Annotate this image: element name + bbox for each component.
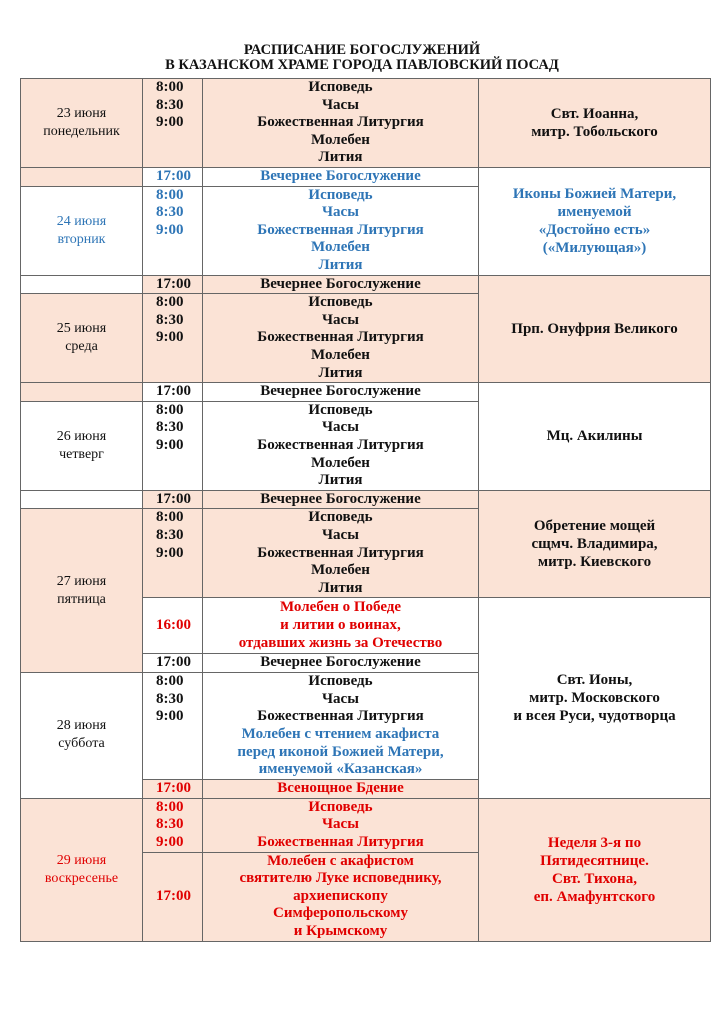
morning-times bbox=[143, 401, 203, 490]
day-weekday: среда bbox=[65, 339, 98, 355]
service: Часы bbox=[322, 526, 359, 543]
vigil-time: 17:00 bbox=[143, 779, 203, 798]
akathist-service bbox=[203, 852, 479, 941]
service: Молебен с чтением акафиста bbox=[241, 725, 440, 742]
feast-line: Неделя 3-я по bbox=[547, 834, 642, 851]
table-row bbox=[21, 490, 711, 509]
service: Часы bbox=[322, 96, 359, 113]
evening-service: Вечернее Богослужение bbox=[203, 275, 479, 294]
table-row bbox=[21, 798, 711, 852]
time: 8:30 bbox=[156, 204, 184, 221]
day-weekday: понедельник bbox=[43, 123, 120, 139]
service: Лития bbox=[318, 579, 363, 596]
service: и литии о воинах, bbox=[280, 617, 401, 634]
time: 8:30 bbox=[156, 690, 184, 707]
feast-cell-28 bbox=[479, 598, 711, 798]
feast-line: митр. Московского bbox=[529, 689, 660, 706]
time: 8:00 bbox=[156, 401, 184, 418]
time: 9:00 bbox=[156, 544, 184, 561]
service: Симферопольскому bbox=[273, 905, 408, 922]
service: Лития bbox=[318, 149, 363, 166]
time: 8:00 bbox=[156, 672, 184, 689]
morning-services bbox=[203, 79, 479, 168]
feast-line: сщмч. Владимира, bbox=[531, 536, 658, 553]
service: Божественная Литургия bbox=[257, 114, 424, 131]
time: 9:00 bbox=[156, 221, 184, 238]
day-date: 25 июня bbox=[56, 321, 107, 337]
feast-line: митр. Киевского bbox=[537, 554, 652, 571]
day-cell-23 bbox=[21, 79, 143, 168]
day-cell-24-cont bbox=[21, 275, 143, 294]
feast-cell-23 bbox=[479, 79, 711, 168]
morning-times bbox=[143, 798, 203, 852]
evening-time: 17:00 bbox=[143, 167, 203, 186]
feast-line: «Достойно есть» bbox=[538, 222, 651, 239]
day-weekday: пятница bbox=[57, 591, 106, 607]
service: Часы bbox=[322, 204, 359, 221]
evening-service: Вечернее Богослужение bbox=[203, 490, 479, 509]
feast-line: и всея Руси, чудотворца bbox=[513, 707, 676, 724]
service: Лития bbox=[318, 472, 363, 489]
morning-times bbox=[143, 672, 203, 779]
schedule-table bbox=[20, 78, 711, 942]
feast-cell-27 bbox=[479, 490, 711, 598]
evening-service: Вечернее Богослужение bbox=[203, 383, 479, 402]
service: Молебен bbox=[311, 239, 370, 256]
time: 8:00 bbox=[156, 186, 184, 203]
time: 9:00 bbox=[156, 329, 184, 346]
title-line-1: РАСПИСАНИЕ БОГОСЛУЖЕНИЙ bbox=[243, 42, 481, 58]
day-date: 26 июня bbox=[56, 428, 107, 444]
time: 9:00 bbox=[156, 708, 184, 725]
morning-services bbox=[203, 186, 479, 275]
service: святителю Луке исповеднику, bbox=[239, 870, 442, 887]
feast-cell-29 bbox=[479, 798, 711, 941]
day-cell-26 bbox=[21, 401, 143, 490]
day-cell-24 bbox=[21, 186, 143, 275]
evening-time: 17:00 bbox=[143, 383, 203, 402]
day-cell-25 bbox=[21, 294, 143, 383]
feast-line: именуемой bbox=[557, 204, 632, 221]
feast-line: Свт. Ионы, bbox=[556, 671, 633, 688]
feast-line: Свт. Тихона, bbox=[552, 870, 637, 887]
service: Исповедь bbox=[308, 186, 373, 203]
morning-services bbox=[203, 672, 479, 779]
service: Молебен с акафистом bbox=[267, 852, 414, 869]
service: Часы bbox=[322, 311, 359, 328]
time: 9:00 bbox=[156, 436, 184, 453]
day-date: 28 июня bbox=[56, 718, 107, 734]
day-weekday: четверг bbox=[59, 446, 104, 462]
feast-line: митр. Тобольского bbox=[531, 123, 658, 140]
morning-times bbox=[143, 509, 203, 598]
vigil-service: Всенощное Бдение bbox=[203, 779, 479, 798]
service: Исповедь bbox=[308, 509, 373, 526]
service: Молебен bbox=[311, 454, 370, 471]
feast-line: еп. Амафунтского bbox=[533, 888, 656, 905]
time: 8:30 bbox=[156, 311, 184, 328]
feast-cell-24 bbox=[479, 167, 711, 275]
feast-line: Иконы Божией Матери, bbox=[512, 186, 677, 203]
evening-time: 17:00 bbox=[143, 275, 203, 294]
evening-time: 17:00 bbox=[143, 654, 203, 673]
feast-line: Пятидесятнице. bbox=[540, 852, 649, 869]
morning-services bbox=[203, 798, 479, 852]
day-date: 29 июня bbox=[56, 852, 107, 868]
feast-cell-25 bbox=[479, 275, 711, 383]
prayer-service bbox=[203, 598, 479, 654]
day-date: 27 июня bbox=[56, 573, 107, 589]
service: Исповедь bbox=[308, 294, 373, 311]
time: 9:00 bbox=[156, 114, 184, 131]
service: Исповедь bbox=[308, 79, 373, 95]
table-row bbox=[21, 167, 711, 186]
prayer-time: 16:00 bbox=[143, 598, 203, 654]
day-weekday: вторник bbox=[57, 231, 106, 247]
service: архиепископу bbox=[293, 887, 388, 904]
feast-line: («Милующая») bbox=[542, 240, 647, 257]
page-title bbox=[0, 43, 724, 73]
evening-time: 17:00 bbox=[143, 490, 203, 509]
evening-service: Вечернее Богослужение bbox=[203, 654, 479, 673]
feast-line: Мц. Акилины bbox=[546, 428, 643, 445]
service: Божественная Литургия bbox=[257, 833, 424, 850]
day-cell-27 bbox=[21, 509, 143, 673]
morning-times bbox=[143, 79, 203, 168]
service: Лития bbox=[318, 256, 363, 273]
day-weekday: воскресенье bbox=[44, 870, 119, 886]
time: 8:30 bbox=[156, 419, 184, 436]
day-cell-28 bbox=[21, 672, 143, 798]
time: 8:00 bbox=[156, 798, 184, 815]
service: Молебен о Победе bbox=[279, 599, 402, 616]
morning-services bbox=[203, 401, 479, 490]
service: Божественная Литургия bbox=[257, 544, 424, 561]
morning-times bbox=[143, 294, 203, 383]
time: 8:00 bbox=[156, 509, 184, 526]
evening-time: 17:00 bbox=[143, 852, 203, 941]
table-row bbox=[21, 383, 711, 402]
time: 8:30 bbox=[156, 96, 184, 113]
service: Часы bbox=[322, 690, 359, 707]
service: Божественная Литургия bbox=[257, 221, 424, 238]
time: 8:00 bbox=[156, 79, 184, 95]
evening-service: Вечернее Богослужение bbox=[203, 167, 479, 186]
day-weekday: суббота bbox=[58, 736, 105, 752]
feast-line: Прп. Онуфрия Великого bbox=[511, 320, 678, 337]
morning-services bbox=[203, 509, 479, 598]
service: Божественная Литургия bbox=[257, 436, 424, 453]
service: Молебен bbox=[311, 346, 370, 363]
service: Лития bbox=[318, 364, 363, 381]
day-date: 24 июня bbox=[56, 213, 107, 229]
day-cell-29 bbox=[21, 798, 143, 941]
feast-cell-26 bbox=[479, 383, 711, 491]
table-row bbox=[21, 275, 711, 294]
service: отдавших жизнь за Отечество bbox=[238, 634, 443, 651]
service: Часы bbox=[322, 419, 359, 436]
service: и Крымскому bbox=[293, 922, 388, 939]
service: Молебен bbox=[311, 131, 370, 148]
time: 8:30 bbox=[156, 816, 184, 833]
service: Божественная Литургия bbox=[257, 708, 424, 725]
feast-line: Свт. Иоанна, bbox=[550, 105, 639, 122]
feast-line: Обретение мощей bbox=[533, 518, 656, 535]
day-cell-25-cont bbox=[21, 383, 143, 402]
day-cell-23-cont bbox=[21, 167, 143, 186]
time: 8:00 bbox=[156, 294, 184, 311]
morning-services bbox=[203, 294, 479, 383]
title-line-2: В КАЗАНСКОМ ХРАМЕ ГОРОДА ПАВЛОВСКИЙ ПОСАД bbox=[165, 57, 559, 73]
time: 8:30 bbox=[156, 526, 184, 543]
table-row bbox=[21, 79, 711, 168]
morning-times bbox=[143, 186, 203, 275]
service: Исповедь bbox=[308, 401, 373, 418]
service: Божественная Литургия bbox=[257, 329, 424, 346]
service: Исповедь bbox=[308, 673, 373, 690]
day-date: 23 июня bbox=[56, 105, 107, 121]
time: 9:00 bbox=[156, 833, 184, 850]
service: именуемой «Казанская» bbox=[258, 761, 423, 778]
service: Молебен bbox=[311, 562, 370, 579]
service: Часы bbox=[322, 816, 359, 833]
day-cell-26-cont bbox=[21, 490, 143, 509]
service: перед иконой Божией Матери, bbox=[237, 743, 444, 760]
service: Исповедь bbox=[308, 798, 373, 815]
